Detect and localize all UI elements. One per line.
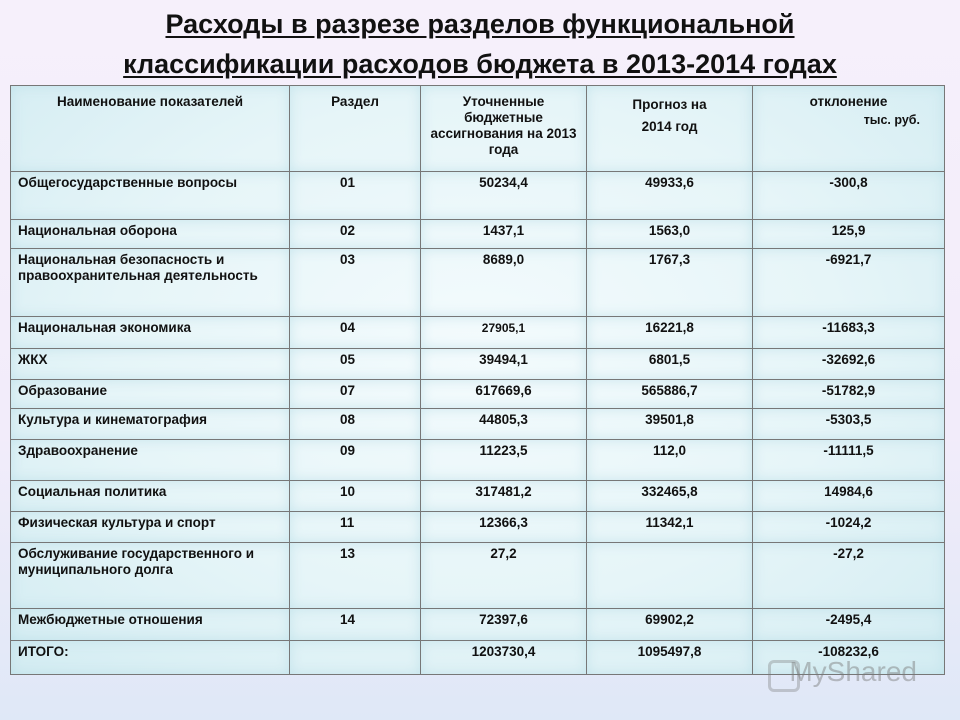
row-deviation-cell: -51782,9 (753, 380, 945, 409)
table-row (11, 440, 945, 481)
row-refined-cell: 50234,4 (421, 172, 587, 220)
row-forecast-cell: 39501,8 (587, 409, 753, 440)
row-forecast-cell: 49933,6 (587, 172, 753, 220)
row-section-cell: 10 (290, 481, 421, 512)
row-name-cell: Физическая культура и спорт (11, 512, 290, 543)
row-refined-cell: 1203730,4 (421, 641, 587, 675)
title-line-1: Расходы в разрезе разделов функциональной (165, 9, 795, 39)
row-deviation-cell: 125,9 (753, 220, 945, 249)
row-forecast-cell: 1767,3 (587, 249, 753, 317)
table-row (11, 609, 945, 641)
header-forecast (587, 86, 753, 172)
row-section-cell: 01 (290, 172, 421, 220)
header-name: Наименование показателей (11, 86, 290, 172)
row-deviation-cell: -27,2 (753, 543, 945, 609)
row-name-cell: Национальная безопасность и правоохранительная деятельность (11, 249, 290, 317)
row-deviation-cell: -108232,6 (753, 641, 945, 675)
row-forecast-cell: 6801,5 (587, 349, 753, 380)
row-refined-cell: 39494,1 (421, 349, 587, 380)
watermark-text: MyShared (789, 656, 917, 687)
row-deviation-cell: -6921,7 (753, 249, 945, 317)
header-section: Раздел (290, 86, 421, 172)
row-refined-cell: 12366,3 (421, 512, 587, 543)
row-section-cell: 09 (290, 440, 421, 481)
row-name-cell: ЖКХ (11, 349, 290, 380)
row-deviation-cell: -11111,5 (753, 440, 945, 481)
row-deviation-cell: -5303,5 (753, 409, 945, 440)
row-forecast-cell: 16221,8 (587, 317, 753, 349)
table-row (11, 220, 945, 249)
row-forecast-cell (587, 543, 753, 609)
table-row (11, 512, 945, 543)
row-name-cell: Культура и кинематография (11, 409, 290, 440)
row-refined-cell: 11223,5 (421, 440, 587, 481)
row-section-cell: 11 (290, 512, 421, 543)
header-deviation (753, 86, 945, 172)
row-section-cell: 07 (290, 380, 421, 409)
row-section-cell: 05 (290, 349, 421, 380)
row-refined-cell: 44805,3 (421, 409, 587, 440)
page-title (0, 4, 960, 84)
table-row (11, 172, 945, 220)
row-section-cell: 04 (290, 317, 421, 349)
table-row (11, 481, 945, 512)
row-deviation-cell: -300,8 (753, 172, 945, 220)
row-refined-cell: 317481,2 (421, 481, 587, 512)
row-deviation-cell: -11683,3 (753, 317, 945, 349)
row-refined-cell: 72397,6 (421, 609, 587, 641)
watermark (766, 656, 917, 688)
row-forecast-cell: 11342,1 (587, 512, 753, 543)
row-name-cell: Национальная оборона (11, 220, 290, 249)
row-name-cell: Социальная политика (11, 481, 290, 512)
row-name-cell: Межбюджетные отношения (11, 609, 290, 641)
row-section-cell: 13 (290, 543, 421, 609)
row-refined-cell: 27,2 (421, 543, 587, 609)
header-refined: Уточненные бюджетные ассигнования на 2013 года (421, 86, 587, 172)
budget-table (10, 85, 945, 675)
row-forecast-cell: 112,0 (587, 440, 753, 481)
table-row (11, 349, 945, 380)
row-refined-cell: 8689,0 (421, 249, 587, 317)
row-name-cell: ИТОГО: (11, 641, 290, 675)
header-deviation-label: отклонение (809, 94, 888, 109)
table-row (11, 380, 945, 409)
table-row (11, 249, 945, 317)
row-refined-cell: 27905,1 (421, 317, 587, 349)
row-section-cell: 14 (290, 609, 421, 641)
table-row (11, 409, 945, 440)
row-forecast-cell: 332465,8 (587, 481, 753, 512)
header-forecast-label: Прогноз на 2014 год (632, 97, 707, 134)
row-deviation-cell: -1024,2 (753, 512, 945, 543)
row-section-cell (290, 641, 421, 675)
row-name-cell: Обслуживание государственного и муниципального долга (11, 543, 290, 609)
row-section-cell: 03 (290, 249, 421, 317)
row-deviation-cell: 14984,6 (753, 481, 945, 512)
row-forecast-cell: 69902,2 (587, 609, 753, 641)
row-name-cell: Общегосударственные вопросы (11, 172, 290, 220)
table-row (11, 543, 945, 609)
row-section-cell: 08 (290, 409, 421, 440)
row-deviation-cell: -2495,4 (753, 609, 945, 641)
title-line-2: классификации расходов бюджета в 2013-2014 годах (123, 49, 837, 79)
row-forecast-cell: 1563,0 (587, 220, 753, 249)
row-forecast-cell: 1095497,8 (587, 641, 753, 675)
table-row (11, 317, 945, 349)
row-refined-cell: 617669,6 (421, 380, 587, 409)
header-row (11, 86, 945, 172)
row-deviation-cell: -32692,6 (753, 349, 945, 380)
row-forecast-cell: 565886,7 (587, 380, 753, 409)
row-name-cell: Здравоохранение (11, 440, 290, 481)
row-name-cell: Национальная экономика (11, 317, 290, 349)
row-refined-cell: 1437,1 (421, 220, 587, 249)
header-unit: тыс. руб. (863, 113, 920, 127)
row-section-cell: 02 (290, 220, 421, 249)
row-name-cell: Образование (11, 380, 290, 409)
